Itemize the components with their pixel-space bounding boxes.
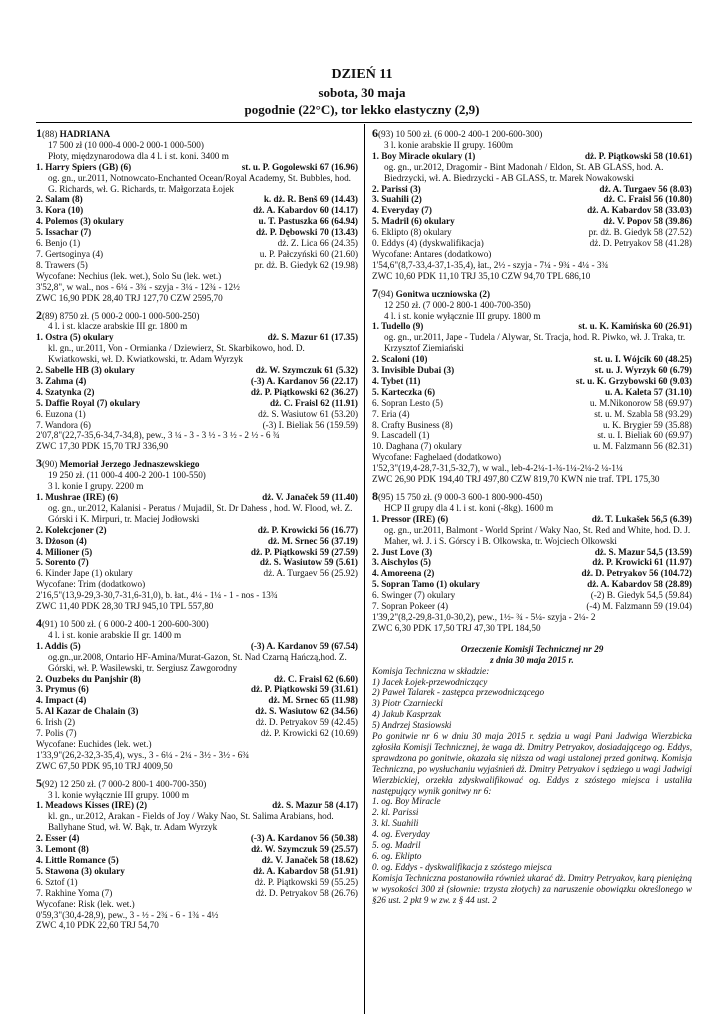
placing-row: [36, 525, 358, 536]
commission-title: Orzeczenie Komisji Technicznej nr 29: [460, 643, 604, 654]
jockey: u. M.Nikonorow 58 (69.97): [589, 397, 692, 408]
horse-name: 5. Sopran Tamo (1) okulary: [372, 579, 480, 590]
placing-row: [36, 557, 358, 568]
horse-name: 5. Daffie Royal (7) okulary: [36, 397, 141, 408]
race-heading: [36, 615, 358, 630]
horse-name: 7. Eria (4): [372, 408, 410, 419]
placing-row: [372, 365, 692, 376]
horse-name: 6. Benjo (1): [36, 238, 81, 249]
horse-name: 1. Ostra (5) okulary: [36, 332, 114, 343]
commission-result: 5. og. Madril: [372, 840, 421, 851]
placing-row: [36, 376, 358, 387]
horse-name: 6. Kinder Jape (1) okulary: [36, 568, 133, 579]
race-result-line: Wycofane: Euchides (lek. wet.): [36, 738, 152, 749]
horse-name: 4. Little Romance (5): [36, 855, 119, 865]
placing-row: [372, 227, 692, 238]
jockey: dż. W. Szymczuk 59 (25.57): [251, 844, 358, 855]
race-number: 3: [36, 456, 42, 471]
race-block: [372, 491, 692, 634]
horse-name: 2. Salam (8): [36, 194, 83, 205]
weather-track: pogodnie (22°C), tor lekko elastyczny (2,9): [244, 102, 480, 117]
horse-name: 2. Sabelle HB (3) okulary: [36, 365, 135, 376]
placing-row: [36, 706, 358, 717]
jockey: dż. V. Janaček 58 (18.62): [261, 855, 358, 865]
placing-row: [372, 216, 692, 227]
jockey: dż. A. Kabardov 58 (28.89): [587, 579, 692, 590]
jockey: dż. P. Dębowski 70 (13.43): [255, 227, 358, 238]
horse-name: 1. Addis (5): [36, 640, 81, 651]
winner-pedigree: og. gn., ur.2012, Kalanisi - Peratus / Mujadil, St. Dr Dahess , hod. W. Flood, wł. Z. Górski i K. Mirpuri, tr. Maciej Jodłowski: [48, 502, 353, 524]
commission-line: 2) Paweł Talarek - zastępca przewodniczącego: [372, 687, 545, 698]
jockey: dż. M. Srnec 65 (11.98): [268, 695, 358, 706]
jockey: dż. P. Piątkowski 59 (55.25): [254, 876, 358, 887]
day-title: DZIEŃ 11: [331, 67, 393, 82]
horse-name: 1. Tudello (9): [372, 321, 424, 332]
race-date: sobota, 30 maja: [318, 85, 406, 100]
race-number: 8: [372, 489, 378, 503]
placing-row: [372, 601, 692, 612]
column-divider: [364, 124, 365, 1014]
winner-pedigree: kl. gn., ur.2011, Von - Ormianka / Dziewierz, St. Skarbikowo, hod. D. Kwiatkowski, wł. D. Kwiatkowski, tr. Adam Wyrzyk: [48, 343, 305, 365]
jockey: dż. M. Srnec 56 (37.19): [267, 535, 358, 546]
horse-name: 10. Daghana (7) okulary: [372, 441, 462, 452]
jockey: dż. C. Fraisl 56 (10.80): [603, 194, 692, 205]
race-conditions: 17 500 zł (10 000-4 000-2 000-1 000-500): [48, 139, 204, 150]
race-conditions: 12 250 zł. (7 000-2 800-1 400-700-350): [384, 299, 531, 310]
horse-name: 2. Scaloni (10): [372, 354, 428, 365]
horse-name: 1. Meadows Kisses (IRE) (2): [36, 800, 148, 811]
winner-row: [36, 162, 358, 173]
placing-row: [372, 205, 692, 216]
jockey: (-2) B. Giedyk 54,5 (59.84): [590, 590, 692, 601]
placing-row: [36, 238, 358, 249]
horse-name: 1. Mushrae (IRE) (6): [36, 492, 119, 502]
race-result-line: ZWC 26,90 PDK 194,40 TRJ 497,80 CZW 819,70 KWN nie traf. TPL 175,30: [372, 474, 660, 485]
race-block: [36, 307, 358, 453]
jockey: (-4) M. Falzmann 59 (19.04): [586, 601, 692, 612]
horse-name: 7. Wandora (6): [36, 419, 91, 430]
commission-penalty: Komisja Techniczna postanowiła również ukarać dż. Dmitry Petryakov, karą pieniężną w wysokości 300 zł (słownie: trzysta złotych) za naruszenie obowiązku określonego w §26 ust. 2 pkt 9 w zw. z § 44 ust. 2: [372, 872, 692, 905]
winner-row: [372, 151, 692, 162]
header-divider: [36, 122, 692, 123]
commission-line: Komisja Techniczna w składzie:: [372, 665, 490, 676]
jockey: (-3) A. Kardanov 56 (50.38): [250, 833, 358, 844]
placing-row: [36, 877, 358, 888]
race-prize: (94): [378, 288, 396, 299]
race-result-line: Wycofane: Faghelaed (dodatkowo): [372, 452, 502, 463]
race-result-line: 2'16,5"(13,9-29,3-30,7-31,6-31,0), b. łat., 4¼ - 1¼ - 1 - nos - 13¾: [36, 590, 278, 601]
placing-row: [36, 227, 358, 238]
race-result-line: Wycofane: Trim (dodatkowo): [36, 579, 146, 590]
jockey: dż. P. Krowicki 62 (10.69): [260, 728, 358, 739]
jockey: dż. P. Piątkowski 59 (31.61): [250, 684, 358, 695]
commission-result: 6. og. Eklipto: [372, 851, 422, 861]
race-result-line: ZWC 10,60 PDK 11,10 TRJ 35,10 CZW 94,70 TPL 686,10: [372, 270, 591, 281]
placing-row: [372, 547, 692, 558]
placing-row: [372, 441, 692, 452]
horse-name: 2. Ouzbeks du Panjshir (8): [36, 673, 141, 684]
horse-name: 6. Irish (2): [36, 717, 76, 728]
race-heading: [36, 128, 358, 140]
jockey: dż. C. Fraisl 62 (6.60): [274, 673, 358, 684]
jockey: dż. P. Piątkowski 62 (36.27): [250, 386, 358, 397]
placing-row: [36, 833, 358, 844]
jockey: st. u. J. Wyrzyk 60 (6.79): [594, 365, 692, 376]
placing-row: [36, 260, 358, 271]
jockey: st. u. K. Kamińska 60 (26.91): [578, 321, 692, 332]
placing-row: [372, 430, 692, 441]
race-block: [372, 285, 692, 485]
placing-row: [372, 387, 692, 398]
horse-name: 2. Just Love (3): [372, 546, 433, 557]
commission-ruling: [372, 644, 692, 906]
placing-row: [36, 205, 358, 216]
horse-name: 5. Al Kazar de Chalain (3): [36, 706, 139, 717]
horse-name: 6. Swinger (7) okulary: [372, 590, 456, 601]
winner-pedigree: og. gn., ur.2011, Notnowcato-Enchanted Ocean/Royal Academy, St. Bubbles, hod. G. Richards, wł. G. Richards, tr. Małgorzata Łojek: [48, 172, 351, 194]
jockey: dż. D. Petryakov 58 (41.28): [589, 238, 692, 249]
placing-row: [372, 354, 692, 365]
horse-name: 1. Boy Miracle okulary (1): [372, 150, 476, 161]
placing-row: [372, 590, 692, 601]
horse-name: 3. Kora (10): [36, 205, 84, 216]
race-heading: [372, 128, 692, 140]
race-block: [372, 128, 692, 282]
horse-name: 4. Everyday (7): [372, 205, 432, 216]
race-result-line: ZWC 16,90 PDK 28,40 TRJ 127,70 CZW 2595,70: [36, 292, 223, 303]
race-conditions: 3 l. konie arabskie II grupy. 1600m: [384, 139, 514, 150]
race-result-line: 2'07,8"(22,7-35,6-34,7-34,8), pew., 3 ¼ - 3 - 3 ½ - 3 ½ - 2 ½ - 6 ¾: [36, 430, 280, 441]
race-conditions: 19 250 zł. (11 000-4 400-2 200-1 100-550): [48, 470, 206, 481]
jockey: dż. V. Janaček 59 (11.40): [262, 492, 358, 502]
race-number: 6: [372, 126, 378, 140]
jockey: dż. S. Mazur 61 (17.35): [267, 332, 358, 343]
race-prize: (88): [42, 129, 60, 139]
jockey: u. P. Pałczyński 60 (21.60): [259, 248, 358, 259]
jockey: u. K. Brygier 59 (35.88): [602, 419, 692, 430]
winner-row: [36, 641, 358, 652]
horse-name: 5. Issachar (7): [36, 227, 92, 238]
race-block: [36, 458, 358, 612]
race-conditions: 4 l. i st. konie arabskie II gr. 1400 m: [48, 629, 182, 640]
race-result-line: 1'52,3"(19,4-28,7-31,5-32,7), w wal., leb-4-2¼-1-¾-1¼-2¼-2 ¼-1¼: [372, 463, 623, 474]
jockey: dż. D. Petryakov 59 (42.45): [255, 717, 358, 728]
race-result-line: 3'52,8", w wal., nos - 6¼ - 3¾ - szyja - 3¼ - 12¾ - 12½: [36, 281, 240, 292]
commission-result: 1. og. Boy Miracle: [372, 796, 441, 807]
race-result-line: 1'33,9"(26,2-32,3-35,4), wys., 3 - 6¼ - 2¼ - 3½ - 3½ - 6¾: [36, 749, 250, 760]
horse-name: 3. Suahili (2): [372, 194, 422, 205]
placing-row: [36, 866, 358, 877]
jockey: st. u. K. Grzybowski 60 (9.03): [575, 375, 692, 386]
race-prize: (93) 10 500 zł. (6 000-2 400-1 200-600-300): [378, 129, 543, 139]
race-result-line: Wycofane: Risk (lek. wet.): [36, 898, 135, 909]
race-result-line: ZWC 11,40 PDK 28,30 TRJ 945,10 TPL 557,80: [36, 601, 214, 612]
horse-name: 1. Pressor (IRE) (6): [372, 513, 449, 524]
commission-result: 0. og. Eddys - dyskwalifikacja z szóstego miejsca: [372, 861, 552, 872]
race-block: [36, 775, 358, 932]
commission-subtitle: z dnia 30 maja 2015 r.: [490, 654, 574, 665]
horse-name: 4. Tybet (11): [372, 375, 421, 386]
race-conditions: HCP II grupy dla 4 l. i st. koni (-8kg). 1600 m: [384, 502, 554, 513]
horse-name: 2. Esser (4): [36, 833, 80, 844]
jockey: dż. A. Turgaev 56 (8.03): [599, 183, 692, 194]
jockey: dż. W. Szymczuk 61 (5.32): [255, 365, 358, 376]
placing-row: [36, 398, 358, 409]
horse-name: 5. Sorento (7): [36, 557, 89, 568]
horse-name: 9. Lascadell (1): [372, 430, 430, 441]
placing-row: [36, 547, 358, 558]
race-prize: (91) 10 500 zł. ( 6 000-2 400-1 200-600-300): [42, 618, 209, 629]
race-name: Gonitwa uczniowska (2): [395, 288, 491, 299]
jockey: (-3) A. Kardanov 59 (67.54): [250, 640, 358, 651]
jockey: pr. dż. B. Giedyk 58 (27.52): [588, 227, 692, 238]
race-heading: [36, 775, 358, 790]
race-name: HADRIANA: [59, 129, 111, 139]
horse-name: 4. Polemos (3) okulary: [36, 216, 124, 227]
jockey: dż. V. Popov 58 (39.86): [603, 216, 692, 227]
winner-row: [36, 492, 358, 503]
jockey: dż. D. Petryakov 56 (104.72): [581, 568, 692, 579]
jockey: dż. S. Wasiutow 62 (34.56): [255, 706, 358, 717]
placing-row: [36, 249, 358, 260]
jockey: dż. T. Lukašek 56,5 (6.39): [591, 513, 692, 524]
placing-row: [36, 674, 358, 685]
race-number: 2: [36, 307, 42, 322]
horse-name: 5. Karteczka (6): [372, 386, 436, 397]
placing-row: [372, 398, 692, 409]
placing-row: [372, 568, 692, 579]
jockey: u. A. Kaleta 57 (31.10): [604, 386, 692, 397]
commission-line: 4) Jakub Kasprzak: [372, 709, 441, 720]
placing-row: [36, 568, 358, 579]
page-header: [0, 66, 724, 118]
placing-row: [36, 216, 358, 227]
winner-pedigree: og. gn., ur.2011, Balmont - World Sprint / Waky Nao, St. Red and White, hod. D. J. Maher, wł. J. i S. Górscy i B. Olkowska, tr. Wojciech Olkowski: [384, 524, 691, 546]
horse-name: 2. Kolekcjoner (2): [36, 524, 107, 535]
jockey: st. u. P. Gogolewski 67 (16.96): [241, 161, 358, 172]
jockey: st. u. I. Bieliak 60 (69.97): [597, 430, 692, 441]
horse-name: 3. Zahma (4): [36, 375, 87, 386]
horse-name: 6. Sztof (1): [36, 876, 78, 887]
horse-name: 4. Amoreena (2): [372, 568, 435, 579]
race-result-line: Wycofane: Antares (dodatkowo): [372, 248, 492, 259]
race-number: 7: [372, 285, 378, 300]
horse-name: 3. Invisible Dubai (3): [372, 365, 455, 376]
placing-row: [36, 717, 358, 728]
winner-row: [372, 321, 692, 332]
race-number: 5: [36, 775, 42, 790]
commission-line: 5) Andrzej Stasiowski: [372, 720, 452, 731]
jockey: pr. dż. B. Giedyk 62 (19.98): [254, 259, 358, 270]
commission-paragraph: Po gonitwie nr 6 w dniu 30 maja 2015 r. sędzia u wagi Pani Jadwiga Wierzbicka zgłosiła Komisji Technicznej, że waga dż. Dmitry Petryakov, dosiadającego og. Eddys, sprawdzona po gonitwie, okazała się niższa od wagi ustalonej przed gonitwą. Komisja Techniczna, po wysłuchaniu wyjaśnień dż. Dmitry Petryakov i sędziego u wagi Jadwigi Wierzbickiej, orzekła zdyskwalifikować og. Eddys z szóstego miejsca i ustaliła następujący wynik gonitwy nr 6:: [372, 731, 692, 796]
jockey: st. u. M. Szabla 58 (93.29): [594, 408, 692, 419]
race-block: [36, 615, 358, 772]
horse-name: 6. Eklipto (8) okulary: [372, 227, 452, 238]
placing-row: [372, 557, 692, 568]
placing-row: [372, 238, 692, 249]
jockey: st. u. I. Wójcik 60 (48.25): [593, 354, 692, 365]
jockey: dż. S. Mazur 54,5 (13.59): [594, 546, 692, 557]
race-conditions: 4 l. i st. klacze arabskie III gr. 1800 m: [48, 321, 188, 332]
jockey: k. dż. R. Benš 69 (14.43): [263, 194, 358, 205]
race-heading: [372, 285, 692, 300]
race-block: [36, 128, 358, 304]
race-number: 1: [36, 126, 42, 140]
placing-row: [36, 420, 358, 431]
commission-result: 3. kl. Suahili: [372, 818, 419, 829]
race-heading: [372, 491, 692, 503]
race-number: 4: [36, 615, 42, 630]
race-result-line: 0'59,3"(30,4-28,9), pew., 3 - ½ - 2¾ - 6 - 1¾ - 4½: [36, 909, 219, 920]
jockey: (-3) I. Bieliak 56 (159.59): [262, 419, 358, 430]
placing-row: [36, 844, 358, 855]
horse-name: 6. Euzona (1): [36, 408, 86, 419]
horse-name: 6. Sopran Lesto (5): [372, 397, 443, 408]
jockey: dż. A. Kabardov 60 (14.17): [253, 205, 358, 216]
race-heading: [36, 307, 358, 322]
race-conditions: 3 l. konie wyłącznie III grupy. 1000 m: [48, 789, 190, 800]
horse-name: 0. Eddys (4) (dyskwalifikacja): [372, 238, 484, 249]
left-column: [36, 128, 358, 937]
race-result-line: ZWC 17,30 PDK 15,70 TRJ 336,90: [36, 441, 169, 452]
placing-row: [372, 579, 692, 590]
race-conditions: 3 l. konie I grupy. 2200 m: [48, 481, 144, 492]
winner-row: [36, 800, 358, 811]
commission-line: 1) Jacek Łojek-przewodniczący: [372, 676, 488, 687]
race-prize: (90): [42, 459, 60, 470]
placing-row: [372, 194, 692, 205]
horse-name: 5. Madril (6) okulary: [372, 216, 455, 227]
jockey: dż. Z. Lica 66 (24.35): [277, 238, 358, 249]
race-result-line: 1'39,2"(8,2-29,8-31,0-30,2), pew., 1½- ¾ - 5¼- szyja - 2¼- 2: [372, 611, 596, 622]
jockey: dż. A. Kabardov 58 (51.91): [253, 865, 358, 876]
jockey: dż. P. Krowicki 61 (11.97): [592, 557, 692, 568]
horse-name: 3. Dżoson (4): [36, 535, 87, 546]
horse-name: 7. Gertsoginya (4): [36, 248, 104, 259]
placing-row: [36, 536, 358, 547]
horse-name: 4. Szatynka (2): [36, 386, 95, 397]
race-result-line: ZWC 4,10 PDK 22,60 TRJ 54,70: [36, 920, 159, 931]
horse-name: 3. Prymus (6): [36, 684, 89, 695]
winner-pedigree: kl. gn., ur.2012, Arakan - Fields of Joy / Waky Nao, St. Salima Arabians, hod. Ballyhane Stud, wł. W. Bąk, tr. Adam Wyrzyk: [48, 811, 334, 833]
placing-row: [36, 684, 358, 695]
placing-row: [36, 409, 358, 420]
jockey: dż. P. Piątkowski 58 (10.61): [584, 150, 692, 161]
winner-pedigree: og. gn., ur.2011, Jape - Tudela / Alywar, St. Tracja, hod. R. Piwko, wł. J. Traka, tr. Krzysztof Ziemiański: [384, 332, 686, 354]
jockey: u. M. Falzmann 56 (82.31): [593, 441, 692, 452]
horse-name: 8. Trawers (5): [36, 259, 88, 270]
right-column: [372, 128, 692, 906]
horse-name: 3. Lemont (8): [36, 844, 89, 855]
jockey: dż. S. Wasiutow 59 (5.61): [259, 557, 358, 568]
race-prize: (89) 8750 zł. (5 000-2 000-1 000-500-250): [42, 310, 200, 321]
horse-name: 4. Impact (4): [36, 695, 87, 706]
winner-pedigree: og. gn., ur.2012, Dragomir - Bint Madonah / Eldon, St. AB GLASS, hod. A. Biedrzycki, wł. A. Biedrzycki - AB GLASS, tr. Marek Nowakowski: [384, 161, 664, 183]
race-result-line: ZWC 6,30 PDK 17,50 TRJ 47,30 TPL 184,50: [372, 622, 541, 633]
horse-name: 7. Rakhine Yoma (7): [36, 887, 113, 898]
race-conditions: Płoty, międzynarodowa dla 4 l. i st. koni. 3400 m: [48, 150, 229, 161]
placing-row: [36, 855, 358, 866]
race-result-line: ZWC 67,50 PDK 95,10 TRJ 4009,50: [36, 760, 173, 771]
placing-row: [36, 728, 358, 739]
commission-result: 2. kl. Parissi: [372, 807, 419, 818]
jockey: dż. C. Fraisl 62 (11.91): [269, 397, 358, 408]
jockey: dż. A. Turgaev 56 (25.92): [263, 568, 358, 579]
race-prize: (92) 12 250 zł. (7 000-2 800-1 400-700-350): [42, 778, 207, 789]
race-prize: (95) 15 750 zł. (9 000-3 600-1 800-900-450): [378, 492, 543, 502]
jockey: (-3) A. Kardanov 56 (22.17): [250, 375, 358, 386]
horse-name: 1. Harry Spiers (GB) (6): [36, 161, 132, 172]
horse-name: 2. Parissi (3): [372, 183, 421, 194]
race-result-line: 1'54,6"(8,7-33,4-37,1-35,4), łat., 2½ - szyja - 7¼ - 9¾ - 4¼ - 3¾: [372, 259, 609, 270]
race-conditions: 4 l. i st. konie wyłącznie III grupy. 1800 m: [384, 310, 541, 321]
jockey: dż. A. Kabardov 58 (33.03): [587, 205, 692, 216]
winner-row: [372, 514, 692, 525]
winner-row: [36, 332, 358, 343]
placing-row: [372, 409, 692, 420]
jockey: dż. S. Wasiutow 61 (53.20): [258, 408, 358, 419]
placing-row: [36, 194, 358, 205]
winner-pedigree: og.gn.,ur.2008, Ontario HF-Amina/Murat-Gazon, St. Nad Czarną Hańczą,hod. Z. Górski, wł. P. Wasilewski, tr. Sergiusz Zawgorodny: [48, 651, 347, 673]
commission-line: 3) Piotr Czarniecki: [372, 698, 443, 709]
jockey: dż. P. Piątkowski 59 (27.59): [250, 546, 358, 557]
placing-row: [372, 376, 692, 387]
race-result-line: Wycofane: Nechius (lek. wet.), Solo Su (lek. wet.): [36, 270, 222, 281]
horse-name: 7. Polis (7): [36, 728, 77, 739]
placing-row: [372, 184, 692, 195]
horse-name: 8. Crafty Business (8): [372, 419, 453, 430]
jockey: dż. P. Krowicki 56 (16.77): [257, 524, 358, 535]
horse-name: 7. Sopran Pokeer (4): [372, 601, 449, 612]
horse-name: 3. Aischylos (5): [372, 557, 431, 568]
horse-name: 5. Stawona (3) okulary: [36, 865, 125, 876]
jockey: dż. S. Mazur 58 (4.17): [272, 800, 358, 811]
placing-row: [36, 365, 358, 376]
placing-row: [36, 387, 358, 398]
horse-name: 4. Milioner (5): [36, 546, 93, 557]
placing-row: [372, 420, 692, 431]
race-heading: [36, 458, 358, 470]
jockey: u. T. Pastuszka 66 (64.94): [258, 216, 358, 227]
commission-result: 4. og. Everyday: [372, 829, 430, 840]
race-name: Memoriał Jerzego Jednaszewskiego: [59, 459, 200, 470]
jockey: dż. D. Petryakov 58 (26.76): [255, 887, 358, 898]
placing-row: [36, 888, 358, 899]
placing-row: [36, 695, 358, 706]
